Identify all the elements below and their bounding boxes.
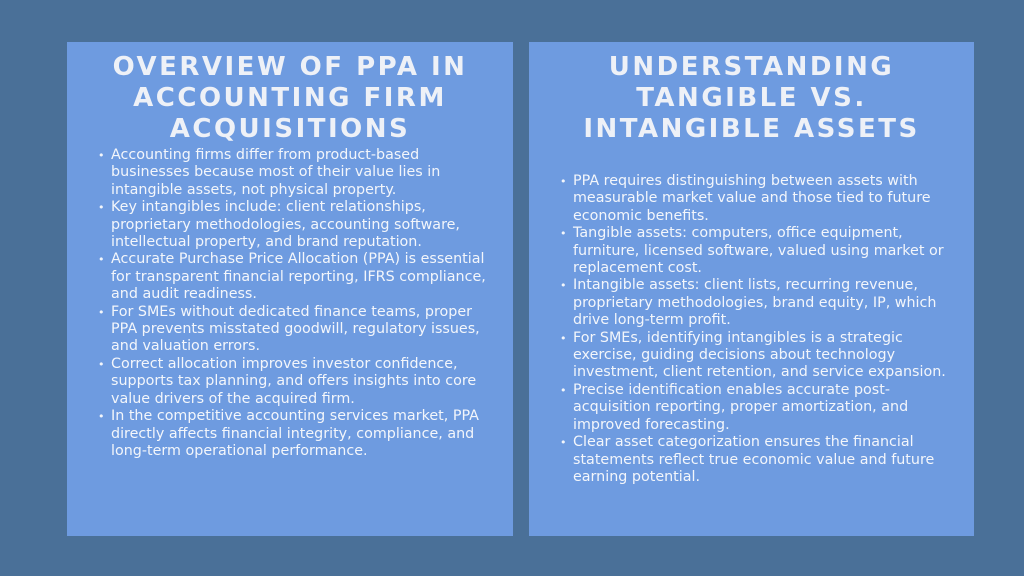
bullet-icon: • [560, 175, 567, 188]
list-item [560, 173, 956, 225]
list-item [98, 199, 497, 251]
list-item-text: Key intangibles include: client relationships, proprietary methodologies, accounting software, intellectual property, and brand reputation. [111, 199, 460, 251]
bullet-icon: • [560, 227, 567, 241]
list-item-text: PPA requires distinguishing between assets with measurable market value and those tied to future economic benefits. [573, 173, 931, 224]
right-panel-title: UNDERSTANDING TANGIBLE VS. INTANGIBLE ASSETS [583, 52, 920, 144]
list-item-text: Precise identification enables accurate post-acquisition reporting, proper amortization, and improved forecasting. [573, 381, 909, 433]
list-item [98, 303, 497, 356]
list-item [98, 251, 497, 303]
bullet-icon: • [98, 149, 105, 162]
list-item-text: For SMEs without dedicated finance teams, proper PPA prevents misstated goodwill, regulatory issues, and valuation errors. [111, 303, 480, 355]
bullet-icon: • [98, 305, 105, 319]
bullet-icon: • [560, 279, 567, 293]
bullet-icon: • [560, 383, 567, 397]
left-panel-title: OVERVIEW OF PPA IN ACCOUNTING FIRM ACQUISITIONS [112, 52, 468, 144]
list-item-text: Correct allocation improves investor confidence, supports tax planning, and offers insights into core value drivers of the acquired firm. [111, 355, 477, 407]
left-panel-list [67, 147, 513, 460]
list-item-text: Tangible assets: computers, office equipment, furniture, licensed software, valued using market or replacement cost. [573, 225, 944, 277]
bullet-icon: • [98, 253, 105, 267]
bullet-icon: • [98, 357, 105, 371]
bullet-icon: • [98, 410, 105, 424]
list-item [98, 408, 497, 460]
list-item-text: In the competitive accounting services market, PPA directly affects financial integrity, compliance, and long-term operational performance. [111, 408, 479, 459]
list-item-text: Accurate Purchase Price Allocation (PPA) is essential for transparent financial reporting, IFRS compliance, and audit readiness. [111, 251, 486, 303]
list-item [98, 147, 497, 199]
list-item [560, 434, 956, 486]
bullet-icon: • [560, 331, 567, 345]
list-item [560, 277, 956, 329]
right-panel [529, 42, 974, 536]
bullet-icon: • [560, 436, 567, 450]
list-item-text: Accounting firms differ from product-based businesses because most of their value lies in intangible assets, not physical property. [111, 147, 441, 198]
list-item [560, 329, 956, 382]
right-panel-list [529, 173, 974, 486]
list-item-text: Intangible assets: client lists, recurring revenue, proprietary methodologies, brand equity, IP, which drive long-term profit. [573, 277, 937, 329]
list-item [98, 355, 497, 408]
list-item [560, 381, 956, 434]
left-panel [67, 42, 513, 536]
list-item [560, 225, 956, 277]
bullet-icon: • [98, 201, 105, 215]
list-item-text: Clear asset categorization ensures the financial statements reflect true economic value and future earning potential. [573, 434, 935, 485]
list-item-text: For SMEs, identifying intangibles is a strategic exercise, guiding decisions about technology investment, client retention, and service expansion. [573, 329, 946, 381]
